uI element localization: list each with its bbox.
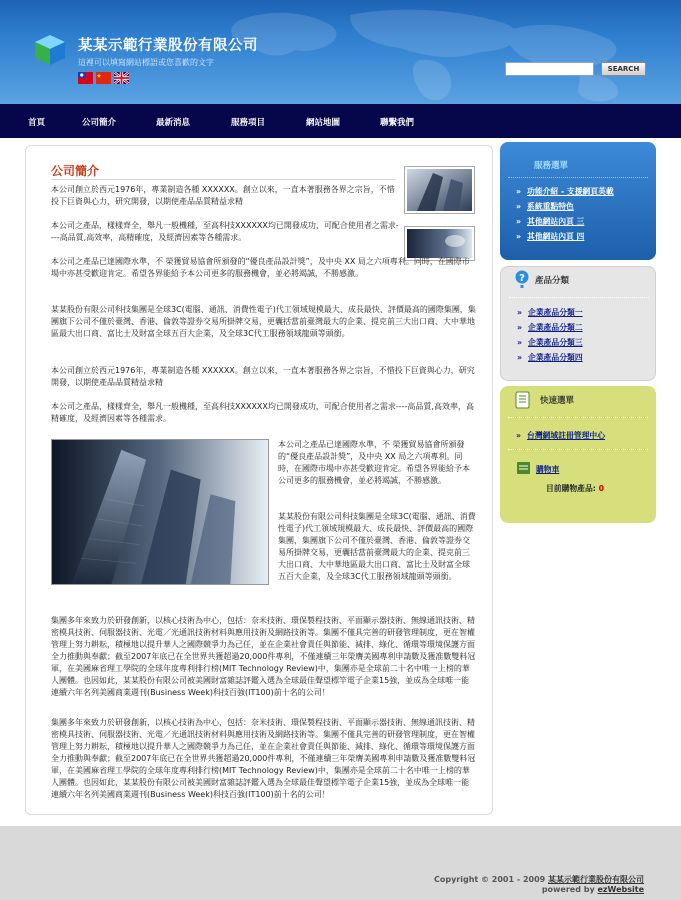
world-map-background: [200, 0, 681, 104]
nav-item-contact[interactable]: 聯繫我們: [380, 118, 415, 128]
services-item-3[interactable]: » 其他網站內頁 三: [516, 217, 585, 226]
nav-item-about[interactable]: 公司簡介: [82, 118, 117, 128]
paragraph-4: 某某股份有限公司科技集團是全球3C(電腦、通訊、消費性電子)代工領域規模最大、成長最快、評價最高的國際集團，集團旗下公司不僅於臺灣、香港、倫敦等證券交易所掛牌交易，更囊括當前臺灣最大的企業、提克前三大出口商、大中華地區最大出口商、富比士及財富全球五百大企業，及全球3C代工服務領域龍頭等頭銜。: [51, 305, 476, 338]
paragraph-1: 本公司創立於西元1976年，專業制造各種 XXXXXX。創立以來，一直本著服務各界之宗旨，不惜投下巨資與心力，研究開發，以期使產品品質精益求精: [51, 185, 395, 206]
language-flags: [78, 72, 129, 84]
page-title: 公司簡介: [51, 164, 100, 178]
nav-item-home[interactable]: 首頁: [28, 118, 46, 128]
services-title: 服務選單: [534, 161, 569, 171]
main-nav: [0, 104, 681, 138]
nav-item-sitemap[interactable]: 網站地圖: [306, 118, 341, 128]
paragraph-8: 某某股份有限公司科技集團是全球3C(電腦、通訊、消費性電子)代工領域規模最大、成長最快、評價最高的國際集團，集團旗下公司不僅於臺灣、香港、倫敦等證券交易所掛牌交易，更囊括當前臺灣最大的企業、提克前三大出口商、大中華地區最大出口商、富比士及財富全球五百大企業，及全球3C代工服務領域龍頭等頭銜。: [278, 512, 476, 581]
paragraph-3: 本公司之產品已達國際水準，不 榮獲貿易協會所頒發的“優良產品設計獎”，及中央 XX 局之六項專利。同時，在國際市場中亦甚受歡迎肯定。希望各界能給予本公司更多的服務機會，並必將竭誠，不勝感激。: [51, 257, 470, 278]
logo-cube-icon[interactable]: [33, 33, 67, 67]
powered-prefix: powered by: [541, 885, 598, 894]
categories-item-3[interactable]: » 企業產品分類三: [517, 338, 583, 347]
paragraph-2: 本公司之產品，樣樣齊全，舉凡一般機種，至高科技XXXXXX均已開發成功，可配合使用者之需求----高品質,高效率，高精確度，及經濟因素等各種需求。: [51, 221, 399, 242]
search-button[interactable]: SEARCH: [601, 62, 646, 76]
cart-status: [546, 483, 604, 494]
china-flag-icon[interactable]: [96, 72, 111, 84]
paragraph-5: 本公司創立於西元1976年，專業制造各種 XXXXXX。創立以來，一直本著服務各界之宗旨，不惜投下巨資與心力，研究開發，以期使產品品質精益求精: [51, 366, 475, 387]
quick-divider-2: [508, 449, 648, 450]
categories-item-4[interactable]: » 企業產品分類四: [517, 353, 583, 362]
site-title[interactable]: 某某示範行業股份有限公司: [78, 37, 258, 54]
quick-title: 快速選單: [540, 396, 575, 406]
paragraph-7: 本公司之產品已達國際水準，不 榮獲貿易協會所頒發的“優良產品設計獎”，及中央 XX 局之六項專利。同時，在國際市場中亦甚受歡迎肯定。希望各界能給予本公司更多的服務機會，並必將竭誠，不勝感激。: [278, 440, 470, 485]
skyline-image-icon: [407, 229, 472, 258]
quick-divider: [508, 417, 648, 418]
services-item-4[interactable]: » 其他網站內頁 四: [516, 232, 585, 241]
title-divider: [51, 179, 396, 180]
site-header: [0, 0, 681, 104]
paragraph-6: 本公司之產品，樣樣齊全，舉凡一般機種，至高科技XXXXXX均已開發成功，可配合使用者之需求----高品質,高效率，高精確度，及經濟因素等各種需求。: [51, 402, 474, 423]
services-item-2[interactable]: » 系統重點特色: [516, 202, 574, 211]
taiwan-flag-icon[interactable]: [78, 72, 93, 84]
feature-image: [51, 439, 269, 585]
nav-item-services[interactable]: 服務項目: [231, 118, 266, 128]
sidebar-categories-box: [500, 266, 656, 381]
categories-item-1[interactable]: » 企業產品分類一: [517, 308, 583, 317]
site-footer: [0, 826, 681, 900]
paragraph-9: 集團多年來致力於研發創新，以核心技術為中心，包括：奈米技術、環保製程技術、平面顯示器技術、無線通訊技術、精密模具技術、伺服器技術、光電／光通訊技術材料與應用技術及網路技術等。集團不僅具完善的研發管理制度，更在智權管理上努力耕耘，積極地以提升華人之國際競爭力為己任，並在企業社會責任與節能、減排、綠化、循環等環境保護方面全力推動與奉獻；截至2007年底已在全世界共獲超過20,000件專利，不僅連續三年榮膺美國專利申請數及獲准數雙料冠軍，在美國麻省理工學院的全球年度專利排行榜(MIT Technology Review)中，集團亦是全球前二十名中唯一上榜的華人團體。也因如此，某某股份有限公司被美國財富雜誌評鑑入選為全球最佳聲望標竿電子企業15強，並成為全球唯一能連續六年名列美國商業週刊(Business Week)科技百強(IT100)前十名的公司！: [51, 616, 476, 697]
question-mark-icon: [514, 270, 530, 290]
sidebar-services-box: [500, 142, 656, 260]
document-icon: [514, 391, 532, 409]
paragraph-10: 集團多年來致力於研發創新，以核心技術為中心，包括：奈米技術、環保製程技術、平面顯示器技術、無線通訊技術、精密模具技術、伺服器技術、光電／光通訊技術材料與應用技術及網路技術等。集團不僅具完善的研發管理制度，更在智權管理上努力耕耘，積極地以提升華人之國際競爭力為己任，並在企業社會責任與節能、減排、綠化、循環等環境保護方面全力推動與奉獻；截至2007年底已在全世界共獲超過20,000件專利，不僅連續三年榮膺美國專利申請數及獲准數雙料冠軍，在美國麻省理工學院的全球年度專利排行榜(MIT Technology Review)中，集團亦是全球前二十名中唯一上榜的華人團體。也因如此，某某股份有限公司被美國財富雜誌評鑑入選為全球最佳聲望標竿電子企業15強，並成為全球唯一能連續六年名列美國商業週刊(Business Week)科技百強(IT100)前十名的公司！: [51, 718, 476, 799]
site-slogan: 這裡可以填寫網站標語或您喜歡的文字: [78, 58, 214, 67]
uk-flag-icon[interactable]: [114, 72, 129, 84]
svg-text:?: ?: [519, 273, 525, 284]
copyright-text: [434, 874, 644, 885]
powered-by-link[interactable]: ezWebsite: [597, 885, 644, 894]
categories-title: 產品分類: [535, 276, 570, 286]
thumbnail-building-1: [404, 166, 475, 214]
cart-icon: [516, 460, 531, 475]
cart-label: 目前購物產品:: [546, 484, 596, 493]
cart-count: 0: [598, 484, 605, 493]
categories-item-2[interactable]: » 企業產品分類二: [517, 323, 583, 332]
skyscraper-image-icon: [52, 440, 268, 584]
search-input[interactable]: [505, 62, 594, 76]
nav-item-news[interactable]: 最新消息: [156, 118, 191, 128]
copyright-company-link[interactable]: 某某示範行業股份有限公司: [548, 875, 644, 884]
main-content: [25, 145, 493, 815]
services-divider: [508, 177, 648, 178]
sidebar-quick-box: [500, 386, 656, 523]
quick-item-1[interactable]: » 台灣網域註冊管理中心: [516, 431, 606, 440]
categories-divider: [509, 297, 649, 298]
services-item-1[interactable]: » 功能介紹 - 支援網頁英載: [516, 187, 614, 196]
building-image-icon: [407, 169, 472, 211]
powered-by-text: [542, 885, 644, 894]
cart-title[interactable]: 購物車: [536, 465, 560, 474]
copyright-prefix: Copyright © 2001 - 2009: [433, 875, 548, 884]
